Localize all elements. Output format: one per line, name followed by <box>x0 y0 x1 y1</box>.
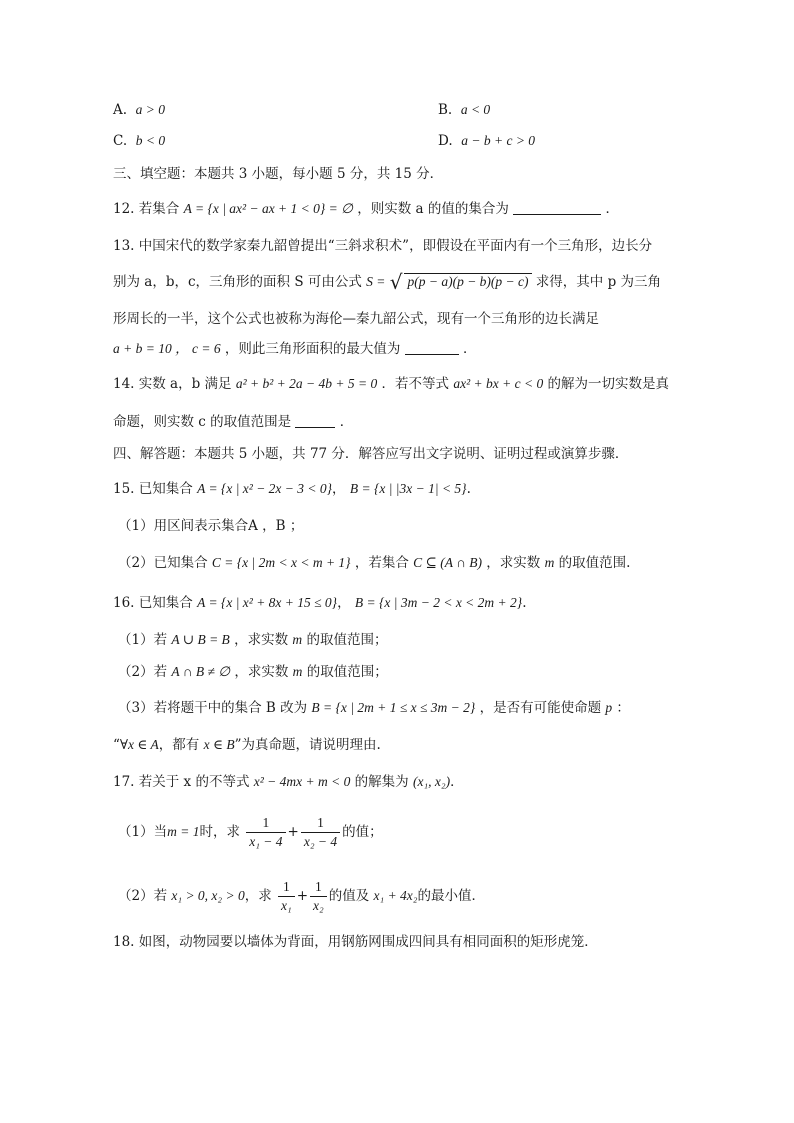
option-d-label: D. <box>438 133 453 149</box>
q15-intro-a: 15. 已知集合 <box>113 481 193 497</box>
q13-condition: a + b = 10 ， c = 6 <box>113 341 221 356</box>
q13-line-4 <box>113 339 476 359</box>
q17-p1-den-1: x₁ − 4 <box>249 834 283 849</box>
q14-answer-blank[interactable] <box>295 413 335 428</box>
q14-line-1 <box>113 374 669 394</box>
q17-p2-plus: + <box>296 888 309 904</box>
q16-set-a: A = {x | x² + 8x + 15 ≤ 0} <box>197 595 338 610</box>
q15-set-b: B = {x | |3x − 1| < 5} <box>349 481 467 496</box>
q15-subset-expr: C ⊆ (A ∩ B) <box>413 555 482 570</box>
option-c-label: C. <box>113 133 128 149</box>
q14-line-1b: ．若不等式 <box>381 376 450 392</box>
q16-p1-a: （1）若 <box>118 632 168 648</box>
q17-p1-den-2: x₂ − 4 <box>303 834 338 849</box>
q12-number: 12. <box>113 201 135 217</box>
q16-new-set-b: B = {x | 2m + 1 ≤ x ≤ 3m − 2} <box>311 700 476 715</box>
q16-p3-var: p <box>605 700 613 715</box>
q16-p1-var: m <box>292 632 303 647</box>
q13-line-1: 13. 中国宋代的数学家秦九韶曾提出“三斜求积术”，即假设在平面内有一个三角形，边长分 <box>113 238 653 254</box>
q16-p3l2-a: “ <box>113 737 120 753</box>
q15-sep: ， <box>332 481 346 497</box>
q17-intro-a: 17. 若关于 x 的不等式 <box>113 774 250 790</box>
q17-solution-set: (x₁, x₂) <box>412 774 451 789</box>
q16-part-1 <box>118 630 387 650</box>
q15-set-a: A = {x | x² − 2x − 3 < 0} <box>197 481 333 496</box>
option-b-label: B. <box>438 102 453 118</box>
q13-end: ． <box>462 341 477 357</box>
q16-p2-b: ，求实数 <box>234 664 289 680</box>
q17-p1-num-1: 1 <box>246 814 285 833</box>
q13-formula-radicand: p(p − a)(p − b)(p − c) <box>404 273 531 290</box>
q16-p3-c: ： <box>616 700 630 716</box>
q17-inequality: x² − 4mx + m < 0 <box>253 774 351 789</box>
option-d <box>438 131 535 151</box>
q14-line-2-text: 命题，则实数 c 的取值范围是 <box>113 414 292 430</box>
q12-expr: A = {x | ax² − ax + 1 < 0} = ∅ <box>183 201 353 216</box>
option-d-expr: a − b + c > 0 <box>461 133 536 148</box>
q15-part-1: （1）用区间表示集合A ，B ； <box>118 518 304 534</box>
q17-p1-fraction-2 <box>301 814 340 851</box>
q16-p1-b: ，求实数 <box>234 632 289 648</box>
q17-intro <box>113 772 464 792</box>
q17-p1-b: 时，求 <box>199 824 240 840</box>
q17-p1-fraction-1 <box>246 814 285 851</box>
q17-p2-fraction-2 <box>310 878 327 915</box>
q14-line-2 <box>113 412 353 432</box>
q16-part-2 <box>118 662 388 682</box>
q13-line-3: 形周长的一半，这个公式也被称为海伦—秦九韶公式，现有一个三角形的边长满足 <box>113 311 599 327</box>
q12-end: ． <box>605 201 619 217</box>
q17-p1-plus: + <box>287 824 299 840</box>
q16-set-b: B = {x | 3m − 2 < x < 2m + 2} <box>354 595 523 610</box>
q14-line-1c: 的解为一切实数是真 <box>547 376 669 392</box>
q17-p1-a: （1）当 <box>118 824 168 840</box>
q17-p2-den-2: x₂ <box>313 898 324 913</box>
q15-p2-d: 的取值范围. <box>558 555 631 571</box>
q16-sep: ， <box>337 595 351 611</box>
q16-member-expr: x ∈ B <box>203 737 235 752</box>
q16-forall-expr: ∀x ∈ A <box>119 737 159 752</box>
q14-end: ． <box>339 414 354 430</box>
q17-p2-a: （2）若 <box>118 888 168 904</box>
q14-inequality: ax² + bx + c < 0 <box>453 376 544 391</box>
q16-part-3-line-2 <box>113 735 381 755</box>
option-a-label: A. <box>113 102 128 118</box>
q15-part-2 <box>118 553 630 573</box>
q17-p2-cond: x₁ > 0, x₂ > 0 <box>171 888 245 903</box>
option-b <box>438 100 490 120</box>
q17-p2-den-1: x₁ <box>281 898 292 913</box>
q17-part-1 <box>118 812 383 852</box>
q15-p2-c: ，求实数 <box>486 555 541 571</box>
q16-p1-c: 的取值范围； <box>306 632 388 648</box>
option-a-expr: a > 0 <box>135 102 166 117</box>
q17-intro-end: ． <box>450 774 464 790</box>
q17-p2-fraction-1 <box>278 878 295 915</box>
q17-p2-d: 的最小值． <box>417 888 485 904</box>
option-a <box>113 100 165 120</box>
q13-line-2b: 求得，其中 p 为三角 <box>535 274 662 290</box>
q14-equation: a² + b² + 2a − 4b + 5 = 0 <box>235 376 378 391</box>
q13-formula-lhs: S = <box>366 274 386 289</box>
q17-p1-cond: m = 1 <box>167 824 200 839</box>
q16-p2-c: 的取值范围； <box>306 664 388 680</box>
q16-p2-a: （2）若 <box>118 664 168 680</box>
q12-text-after: ，则实数 a 的值的集合为 <box>357 201 509 217</box>
q17-p2-c: 的值及 <box>328 888 370 904</box>
q16-p3l2-b: ，都有 <box>158 737 200 753</box>
q15-intro <box>113 479 471 499</box>
q17-p2-b: ，求 <box>244 888 272 904</box>
section-3-heading: 三、填空题：本题共 3 小题，每小题 5 分，共 15 分． <box>113 166 444 182</box>
q16-part-3 <box>118 698 630 718</box>
q15-intro-end: . <box>466 481 471 497</box>
q16-p3-a: （3）若将题干中的集合 B 改为 <box>118 700 308 716</box>
q14-line-1a: 14. 实数 a，b 满足 <box>113 376 232 392</box>
question-12 <box>113 199 619 219</box>
q17-part-2 <box>118 876 485 916</box>
q12-text-before: 若集合 <box>138 201 180 217</box>
q13-line-4-text: ，则此三角形面积的最大值为 <box>224 341 401 357</box>
q16-p3-b: ，是否有可能使命题 <box>479 700 602 716</box>
q13-answer-blank[interactable] <box>405 340 459 355</box>
q17-intro-b: 的解集为 <box>354 774 409 790</box>
q15-p2-a: （2）已知集合 <box>118 555 208 571</box>
q13-line-2a: 别为 a，b，c，三角形的面积 S 可由公式 <box>113 274 362 290</box>
q12-answer-blank[interactable] <box>513 200 601 215</box>
q17-p2-num-1: 1 <box>278 878 295 897</box>
q17-p1-num-2: 1 <box>301 814 340 833</box>
q17-p2-expr: x₁ + 4x₂ <box>373 888 418 903</box>
q16-intro-a: 16. 已知集合 <box>113 595 193 611</box>
q16-union-expr: A ∪ B = B <box>171 632 230 647</box>
q17-p2-num-2: 1 <box>310 878 327 897</box>
option-b-expr: a < 0 <box>460 102 491 117</box>
section-4-heading: 四、解答题：本题共 5 小题，共 77 分．解答应写出文字说明、证明过程或演算步骤． <box>113 446 629 462</box>
q13-line-2 <box>113 272 661 292</box>
q16-intro-end: . <box>522 595 527 611</box>
q15-set-c: C = {x | 2m < x < m + 1} <box>211 555 351 570</box>
q16-intersect-expr: A ∩ B ≠ ∅ <box>171 664 231 679</box>
option-c <box>113 131 165 151</box>
q16-p2-var: m <box>292 664 303 679</box>
q16-intro <box>113 593 526 613</box>
sqrt-symbol-icon: √ <box>389 270 403 294</box>
question-18: 18. 如图，动物园要以墙体为背面，用钢筋网围成四间具有相同面积的矩形虎笼． <box>113 934 598 950</box>
q17-p1-c: 的值； <box>342 824 383 840</box>
q15-p2-b: ，若集合 <box>354 555 409 571</box>
option-c-expr: b < 0 <box>135 133 166 148</box>
q16-p3l2-c: ”为真命题，请说明理由. <box>234 737 381 753</box>
q15-var-m: m <box>544 555 555 570</box>
